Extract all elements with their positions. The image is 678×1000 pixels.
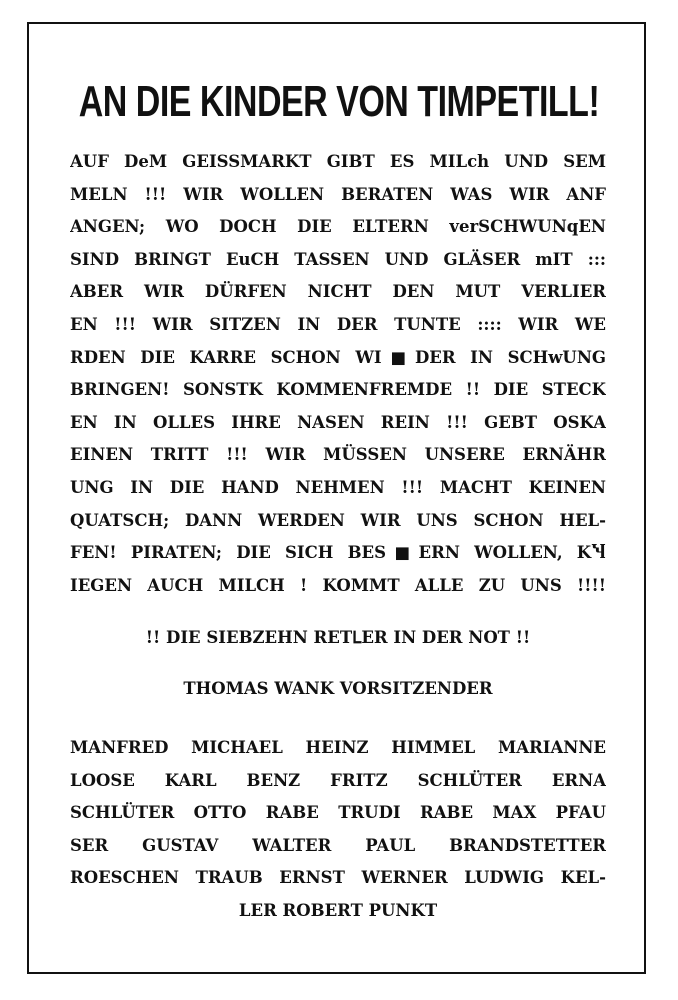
member-line: SCHLÜTER OTTO RABE TRUDI RABE MAX PFAU xyxy=(70,803,606,823)
appeal-line: AUF DeM GEISSMARKT GIBT ES MILch UND SEM xyxy=(70,152,606,171)
document-title: AN DIE KINDER VON TIMPETILL! xyxy=(78,77,600,127)
appeal-text xyxy=(70,146,606,602)
appeal-line: BRINGEN! SONSTK KOMMENFREMDE !! DIE STECK xyxy=(70,380,606,400)
appeal-line: IEGEN AUCH MILCH ! KOMMT ALLE ZU UNS !!!! xyxy=(70,575,606,595)
appeal-line: MELN !!! WIR WOLLEN BERATEN WAS WIR ANF xyxy=(70,184,606,204)
member-line: LER ROBERT PUNKT xyxy=(238,900,438,920)
appeal-line: UNG IN DIE HAND NEHMEN !!! MACHT KEINEN xyxy=(70,477,606,497)
appeal-line: ABER WIR DÜRFEN NICHT DEN MUT VERLIER xyxy=(70,282,606,302)
appeal-line: RDEN DIE KARRE SCHON WI■DER IN SCHwUNG xyxy=(70,347,606,367)
appeal-line: SIND BRINGT EuCH TASSEN UND GLÄSER mIT ::: xyxy=(70,249,606,269)
appeal-line: EN IN OLLES IHRE NASEN REIN !!! GEBT OSKA xyxy=(70,412,606,432)
member-line: SER GUSTAV WALTER PAUL BRANDSTETTER xyxy=(70,835,606,855)
chairman-line: THOMAS WANK VORSITZENDER xyxy=(183,679,493,698)
appeal-line: FEN! PIRATEN; DIE SICH BES■ERN WOLLEN, KႯ xyxy=(70,543,606,563)
member-line: LOOSE KARL BENZ FRITZ SCHLÜTER ERNA xyxy=(70,770,606,790)
appeal-line: EN !!! WIR SITZEN IN DER TUNTE :::: WIR WE xyxy=(70,314,606,334)
member-names xyxy=(70,732,606,928)
appeal-line: QUATSCH; DANN WERDEN WIR UNS SCHON HEL- xyxy=(70,510,606,530)
slogan: !! DIE SIEBZEHN RETᒪER IN DER NOT !! xyxy=(145,628,531,647)
appeal-line: EINEN TRITT !!! WIR MÜSSEN UNSERE ERNÄHR xyxy=(70,445,606,465)
member-line: MANFRED MICHAEL HEINZ HIMMEL MARIANNE xyxy=(70,738,606,757)
member-line: ROESCHEN TRAUB ERNST WERNER LUDWIG KEL- xyxy=(70,868,606,888)
appeal-line: ANGEN; WO DOCH DIE ELTERN verSCHWUNqEN xyxy=(70,217,606,237)
